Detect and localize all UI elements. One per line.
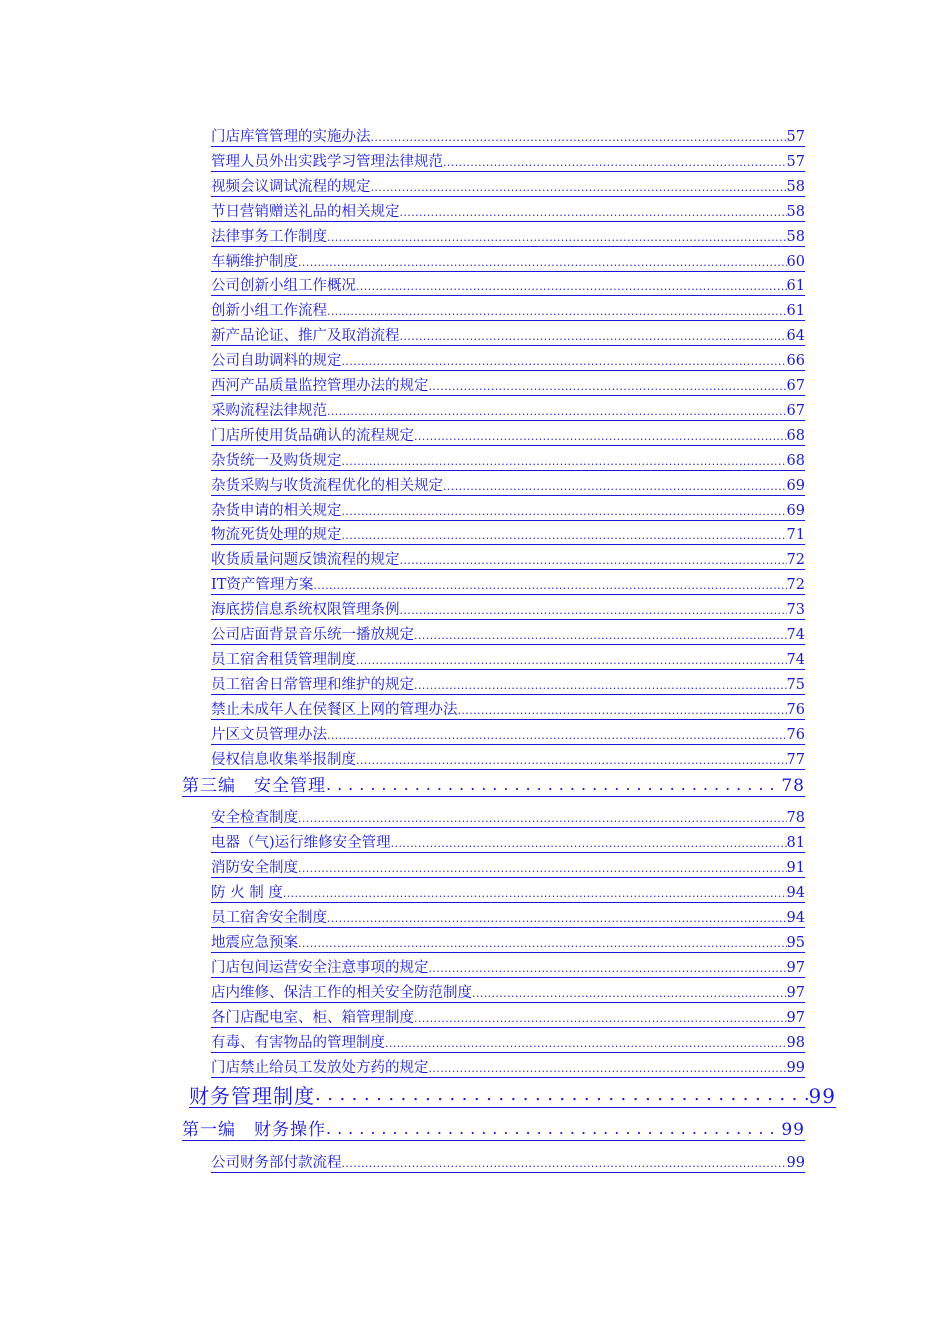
toc-dot-leader (414, 628, 787, 645)
toc-entry[interactable] (211, 1058, 805, 1078)
toc-entry[interactable] (211, 575, 805, 595)
toc-entry[interactable] (211, 1153, 805, 1173)
toc-page-number: 75 (786, 677, 805, 694)
toc-entry[interactable] (211, 376, 805, 396)
toc-dot-leader (327, 404, 787, 421)
toc-entry[interactable] (211, 351, 805, 371)
toc-entry-title: 安全检查制度 (211, 810, 298, 827)
toc-entry-title: 收货质量问题反馈流程的规定 (211, 552, 400, 569)
toc-dot-leader (356, 753, 787, 770)
toc-page-number: 99 (781, 1120, 805, 1141)
toc-entry-title: 创新小组工作流程 (211, 303, 327, 320)
toc-dot-leader (414, 678, 787, 695)
toc-page-number: 78 (781, 776, 805, 797)
toc-entry-title: 采购流程法律规范 (211, 403, 327, 420)
toc-page-number: 72 (786, 577, 805, 594)
toc-entry-title: 财务管理制度 (189, 1084, 315, 1108)
toc-entry[interactable] (211, 152, 805, 172)
toc-entry[interactable] (211, 177, 805, 197)
toc-entry-title: 门店包间运营安全注意事项的规定 (211, 960, 429, 977)
toc-page-number: 67 (786, 403, 805, 420)
toc-entry-title: 物流死货处理的规定 (211, 527, 342, 544)
toc-entry[interactable] (211, 750, 805, 770)
toc-dot-leader (458, 703, 787, 720)
toc-entry[interactable] (211, 252, 805, 272)
toc-entry-title: 侵权信息收集举报制度 (211, 752, 356, 769)
toc-entry[interactable] (211, 202, 805, 222)
toc-entry-title: 公司财务部付款流程 (211, 1155, 342, 1172)
toc-dot-leader (298, 861, 787, 878)
toc-dot-leader (414, 1011, 787, 1028)
toc-entry[interactable] (211, 550, 805, 570)
toc-dot-leader (313, 578, 786, 595)
toc-dot-leader (371, 180, 787, 197)
toc-entry[interactable] (211, 227, 805, 247)
toc-dot-leader (400, 603, 787, 620)
toc-dot-leader (342, 354, 787, 371)
toc-entry[interactable] (211, 525, 805, 545)
toc-dot-leader (342, 1156, 787, 1173)
toc-entry-title: 杂货采购与收货流程优化的相关规定 (211, 478, 443, 495)
toc-dot-leader (356, 653, 787, 670)
toc-entry-title: 海底捞信息系统权限管理条例 (211, 602, 400, 619)
toc-entry[interactable] (211, 983, 805, 1003)
toc-dot-leader (443, 155, 787, 172)
toc-dot-leader (400, 205, 787, 222)
toc-entry-title: 禁止未成年人在侯餐区上网的管理办法 (211, 702, 458, 719)
toc-page-number: 77 (786, 752, 805, 769)
toc-page-number: 76 (786, 702, 805, 719)
toc-page-number: 64 (786, 328, 805, 345)
toc-dot-leader (429, 961, 787, 978)
toc-dot-leader (391, 836, 787, 853)
toc-page-number: 61 (786, 303, 805, 320)
toc-entry-title: 防 火 制 度 (211, 885, 283, 902)
toc-entry-title: 员工宿舍安全制度 (211, 910, 327, 927)
toc-entry[interactable] (211, 451, 805, 471)
toc-dot-leader (472, 986, 787, 1003)
toc-page-number: 69 (786, 478, 805, 495)
toc-entry-title: 第三编 安全管理 (182, 776, 326, 797)
toc-page-number: 57 (786, 154, 805, 171)
toc-entry-title: 视频会议调试流程的规定 (211, 179, 371, 196)
toc-entry-title: 第一编 财务操作 (182, 1120, 326, 1141)
toc-entry-title: 各门店配电室、柜、箱管理制度 (211, 1010, 414, 1027)
toc-page-number: 67 (786, 378, 805, 395)
toc-dot-leader (371, 130, 787, 147)
toc-page-number: 73 (786, 602, 805, 619)
toc-entry-title: 门店所使用货品确认的流程规定 (211, 428, 414, 445)
toc-dot-leader (429, 1061, 787, 1078)
toc-page-number: 74 (786, 652, 805, 669)
toc-entry[interactable] (211, 326, 805, 346)
toc-entry[interactable] (211, 858, 805, 878)
toc-dot-leader (315, 1085, 809, 1108)
toc-page-number: 99 (786, 1155, 805, 1172)
toc-page-number: 74 (786, 627, 805, 644)
toc-dot-leader (326, 777, 781, 797)
toc-page-number: 60 (786, 254, 805, 271)
toc-entry[interactable] (211, 933, 805, 953)
toc-page-number: 66 (786, 353, 805, 370)
toc-dot-leader (400, 553, 787, 570)
toc-dot-leader (298, 811, 787, 828)
toc-dot-leader (356, 279, 787, 296)
toc-page-number: 91 (786, 860, 805, 877)
toc-entry[interactable] (211, 650, 805, 670)
toc-dot-leader (400, 329, 787, 346)
toc-dot-leader (342, 454, 787, 471)
toc-page-number: 94 (786, 910, 805, 927)
toc-section-heading[interactable] (182, 773, 805, 797)
toc-dot-leader (327, 304, 787, 321)
toc-page-number: 99 (808, 1084, 836, 1108)
toc-entry-title: 地震应急预案 (211, 935, 298, 952)
toc-entry[interactable] (211, 700, 805, 720)
toc-entry-title: 车辆维护制度 (211, 254, 298, 271)
toc-entry-title: 门店禁止给员工发放处方药的规定 (211, 1060, 429, 1077)
toc-entry-title: 节日营销赠送礼品的相关规定 (211, 204, 400, 221)
toc-dot-leader (414, 429, 787, 446)
toc-page-number: 94 (786, 885, 805, 902)
toc-entry[interactable] (211, 476, 805, 496)
toc-entry[interactable] (211, 1033, 805, 1053)
toc-entry[interactable] (211, 276, 805, 296)
toc-dot-leader (298, 255, 787, 272)
toc-page-number: 71 (786, 527, 805, 544)
toc-page-number: 97 (786, 1010, 805, 1027)
toc-page-number: 72 (786, 552, 805, 569)
toc-entry[interactable] (211, 127, 805, 147)
toc-entry-title: 管理人员外出实践学习管理法律规范 (211, 154, 443, 171)
toc-entry-title: IT资产管理方案 (211, 577, 314, 594)
toc-dot-leader (298, 936, 787, 953)
toc-entry-title: 店内维修、保洁工作的相关安全防范制度 (211, 985, 472, 1002)
toc-entry[interactable] (211, 401, 805, 421)
toc-page-number: 69 (786, 503, 805, 520)
toc-page-number: 97 (786, 960, 805, 977)
toc-page-number: 78 (786, 810, 805, 827)
toc-dot-leader (429, 379, 787, 396)
toc-dot-leader (327, 728, 787, 745)
toc-dot-leader (327, 230, 787, 247)
toc-entry-title: 电器（气)运行维修安全管理 (211, 835, 391, 852)
toc-entry-title: 公司店面背景音乐统一播放规定 (211, 627, 414, 644)
toc-page-number: 58 (786, 179, 805, 196)
toc-dot-leader (283, 886, 787, 903)
toc-dot-leader (385, 1036, 787, 1053)
toc-entry-title: 员工宿舍日常管理和维护的规定 (211, 677, 414, 694)
toc-entry-title: 公司创新小组工作概况 (211, 278, 356, 295)
toc-entry[interactable] (211, 501, 805, 521)
toc-part-heading[interactable] (189, 1080, 836, 1108)
toc-entry[interactable] (211, 883, 805, 903)
toc-page-number: 61 (786, 278, 805, 295)
toc-entry-title: 杂货统一及购货规定 (211, 453, 342, 470)
toc-section-heading[interactable] (182, 1117, 805, 1141)
toc-entry-title: 法律事务工作制度 (211, 229, 327, 246)
toc-entry[interactable] (211, 1008, 805, 1028)
toc-entry[interactable] (211, 301, 805, 321)
toc-dot-leader (326, 1121, 781, 1141)
toc-entry[interactable] (211, 958, 805, 978)
toc-entry[interactable] (211, 625, 805, 645)
toc-dot-leader (443, 479, 787, 496)
toc-dot-leader (342, 528, 787, 545)
toc-page-number: 81 (786, 835, 805, 852)
toc-entry[interactable] (211, 908, 805, 928)
toc-dot-leader (327, 911, 787, 928)
toc-entry-title: 门店库管管理的实施办法 (211, 129, 371, 146)
toc-entry[interactable] (211, 833, 805, 853)
toc-entry[interactable] (211, 600, 805, 620)
toc-page-number: 68 (786, 428, 805, 445)
toc-entry-title: 消防安全制度 (211, 860, 298, 877)
toc-page-number: 58 (786, 204, 805, 221)
toc-page-number: 97 (786, 985, 805, 1002)
toc-entry-title: 有毒、有害物品的管理制度 (211, 1035, 385, 1052)
toc-page-number: 95 (786, 935, 805, 952)
toc-entry-title: 杂货申请的相关规定 (211, 503, 342, 520)
toc-dot-leader (342, 504, 787, 521)
toc-entry-title: 片区文员管理办法 (211, 727, 327, 744)
toc-page-number: 98 (786, 1035, 805, 1052)
toc-page-number: 76 (786, 727, 805, 744)
toc-entry-title: 西河产品质量监控管理办法的规定 (211, 378, 429, 395)
toc-entry[interactable] (211, 725, 805, 745)
toc-page-number: 99 (786, 1060, 805, 1077)
toc-page-number: 58 (786, 229, 805, 246)
toc-entry[interactable] (211, 808, 805, 828)
toc-entry-title: 员工宿舍租赁管理制度 (211, 652, 356, 669)
toc-entry-title: 新产品论证、推广及取消流程 (211, 328, 400, 345)
toc-entry[interactable] (211, 426, 805, 446)
toc-entry-title: 公司自助调料的规定 (211, 353, 342, 370)
toc-page-number: 57 (786, 129, 805, 146)
toc-page-number: 68 (786, 453, 805, 470)
toc-entry[interactable] (211, 675, 805, 695)
